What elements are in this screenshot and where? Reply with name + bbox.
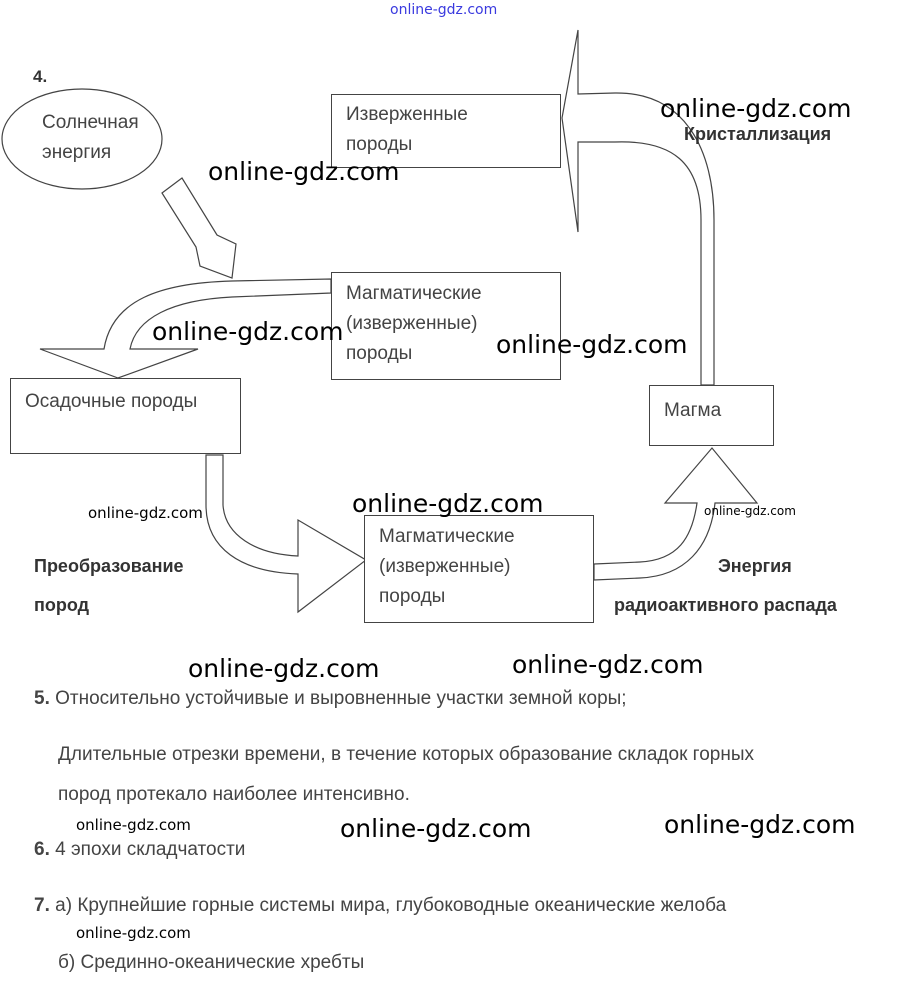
sedimentary-rocks-box: [10, 378, 241, 454]
transformation-label-1: Преобразование: [34, 556, 184, 576]
watermark: online-gdz.com: [352, 489, 544, 518]
watermark: online-gdz.com: [704, 504, 796, 518]
solar-arrow: [162, 178, 236, 278]
watermark-top: online-gdz.com: [390, 2, 498, 18]
watermark: online-gdz.com: [76, 816, 191, 834]
sedimentary-to-magmatic-arrow: [206, 455, 366, 612]
watermark: online-gdz.com: [512, 650, 704, 679]
magmatic-bottom-line3: породы: [379, 586, 446, 607]
task5-number: 5.: [34, 688, 50, 709]
magmatic-bottom-line2: (изверженные): [379, 556, 511, 577]
magmatic-top-line1: Магматические: [346, 283, 482, 304]
magmatic-top-line2: (изверженные): [346, 313, 478, 334]
task5-text1: Относительно устойчивые и выровненные участки земной коры;: [55, 688, 627, 709]
sedimentary-rocks-label: Осадочные породы: [25, 391, 198, 412]
magmatic-top-line3: породы: [346, 343, 413, 364]
task5-line2: Длительные отрезки времени, в течение которых образование складок горных: [58, 744, 754, 765]
igneous-rocks-line1: Изверженные: [346, 104, 468, 125]
task7-line-a: [34, 895, 726, 917]
magmatic-rocks-top-box: [331, 272, 561, 380]
watermark: online-gdz.com: [208, 157, 400, 186]
task7-number: 7.: [34, 895, 50, 916]
watermark: online-gdz.com: [496, 330, 688, 359]
task6-line: [34, 839, 245, 861]
transformation-label-2: пород: [34, 595, 90, 615]
solar-energy-line2: энергия: [42, 142, 112, 163]
magmatic-bottom-line1: Магматические: [379, 526, 515, 547]
radioactive-label-2: радиоактивного распада: [614, 595, 837, 615]
task6-number: 6.: [34, 839, 50, 860]
watermark: online-gdz.com: [152, 317, 344, 346]
task4-number: 4.: [33, 67, 48, 86]
radioactive-label-1: Энергия: [718, 556, 792, 576]
magma-label: Магма: [664, 400, 722, 421]
solar-energy-label: [42, 108, 139, 168]
magmatic-rocks-bottom-box: [364, 515, 594, 623]
watermark: online-gdz.com: [660, 94, 852, 123]
magma-box: [649, 385, 774, 446]
igneous-rocks-line2: породы: [346, 134, 413, 155]
watermark: online-gdz.com: [340, 814, 532, 843]
watermark: online-gdz.com: [76, 924, 191, 942]
task7-line-b: б) Срединно-океанические хребты: [58, 952, 365, 973]
watermark: online-gdz.com: [664, 810, 856, 839]
watermark: online-gdz.com: [188, 654, 380, 683]
task6-text: 4 эпохи складчатости: [55, 839, 246, 860]
solar-energy-line1: Солнечная: [42, 112, 139, 133]
task7-text-a: а) Крупнейшие горные системы мира, глубоководные океанические желоба: [55, 895, 727, 916]
watermark: online-gdz.com: [88, 504, 203, 522]
task5-line3: пород протекало наиболее интенсивно.: [58, 784, 410, 805]
crystallization-label: Кристаллизация: [684, 124, 832, 144]
task5-line1: [34, 688, 627, 710]
